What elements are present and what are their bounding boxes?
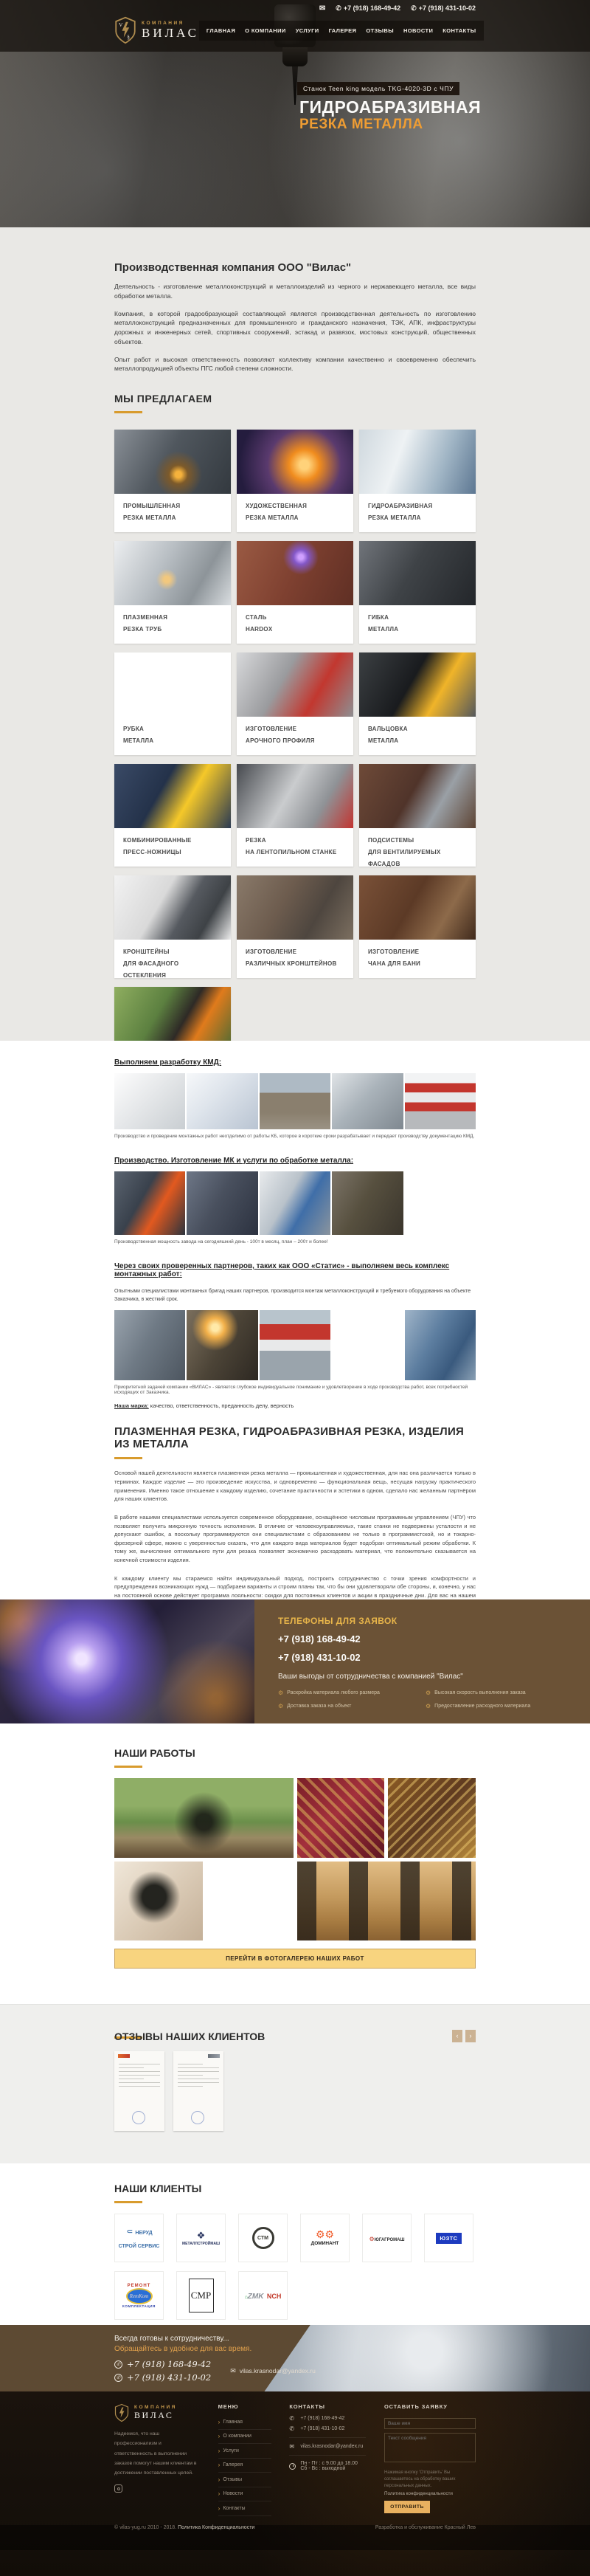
hero-title-line2: РЕЗКА МЕТАЛЛА xyxy=(299,117,423,133)
footer-menu-title: МЕНЮ xyxy=(218,2403,239,2410)
footer-phone-1[interactable]: ✆ +7 (918) 168-49-42 xyxy=(289,2415,345,2422)
copyright-privacy-link[interactable]: Политика Конфиденциальности xyxy=(178,2524,255,2530)
phones-callout-section xyxy=(0,1599,590,1723)
footer-hours: Пн - Пт : с 9.00 до 18.00 Сб - Вс : выходной xyxy=(289,2461,366,2471)
montage-photo xyxy=(405,1310,476,1380)
envelope-icon[interactable]: ✉ xyxy=(319,4,326,13)
footer-form-title: ОСТАВИТЬ ЗАЯВКУ xyxy=(384,2403,448,2410)
about-paragraph: Компания, в которой градообразующей составляющей является производственная деятельность по изготовлению металлоконструкций предназначенных для промышленного и гражданского назначения, ТЭК, АПК, инфраструктуры дорожных и инженерных сетей, спортивных сооружений, эстакад и развязок, мостовых конструкций, общественных объектов. xyxy=(114,309,476,345)
production-photo xyxy=(260,1171,330,1235)
footer-phone-2[interactable]: ✆ +7 (918) 431-10-02 xyxy=(289,2425,345,2432)
service-image xyxy=(237,875,353,940)
footer-menu-about[interactable]: › О компании xyxy=(218,2430,271,2445)
service-card-metal-bending[interactable]: ГИБКА МЕТАЛЛА xyxy=(359,541,476,644)
production-photo xyxy=(187,1171,257,1235)
review-letter-image[interactable] xyxy=(114,2051,164,2131)
service-image xyxy=(114,764,231,828)
gold-underline xyxy=(114,411,142,413)
services-grid xyxy=(114,430,476,1041)
footer-menu-contacts[interactable]: › Контакты xyxy=(218,2501,271,2516)
chevron-right-icon: › xyxy=(218,2418,221,2425)
service-image xyxy=(114,987,231,1041)
gallery-image-gold-lattice-interior[interactable] xyxy=(388,1778,476,1858)
montage-photo-strip xyxy=(114,1310,476,1380)
phone-icon: ✆ xyxy=(411,4,417,12)
header xyxy=(0,16,590,44)
benefit-item: ⚙ Высокая скорость выполнения заказа xyxy=(426,1690,526,1696)
service-image xyxy=(237,541,353,605)
review-letter-image[interactable] xyxy=(173,2051,223,2131)
topbar xyxy=(0,4,590,13)
footer-menu-services[interactable]: › Услуги xyxy=(218,2444,271,2459)
service-card-press-shears[interactable]: КОМБИНИРОВАННЫЕ ПРЕСС-НОЖНИЦЫ xyxy=(114,764,231,867)
logo-shield-icon xyxy=(114,16,136,44)
service-card-bath-vat[interactable]: ИЗГОТОВЛЕНИЕ ЧАНА ДЛЯ БАНИ xyxy=(359,875,476,978)
kmd-photo xyxy=(332,1073,403,1129)
carousel-prev-button[interactable]: ‹ xyxy=(452,2030,462,2042)
about-section xyxy=(0,227,590,1041)
service-card-arched-profile[interactable]: ИЗГОТОВЛЕНИЕ АРОЧНОГО ПРОФИЛЯ xyxy=(237,652,353,755)
prefooter-line1: Всегда готовы к сотрудничеству... xyxy=(114,2335,229,2343)
phone-icon: ✆ xyxy=(289,2415,295,2422)
hero-section xyxy=(0,0,590,227)
benefit-item: ⚙ Предоставление расходного материала xyxy=(426,1703,531,1709)
production-caption: Производственная мощность завода на сегодняшний день - 100т в месяц, план – 200т и более! xyxy=(114,1239,328,1244)
callout-phone-2[interactable]: +7 (918) 431-10-02 xyxy=(278,1652,361,1663)
partners-paragraph: Опытными специалистами монтажных бригад наших партнеров, производится монтаж металлоконструкций и требуемого оборудования на объекте Заказчика, в жесткий срок. xyxy=(114,1289,471,1303)
chevron-right-icon: › xyxy=(218,2447,221,2454)
client-logo-yuzts: ЮЗТС xyxy=(424,2214,473,2262)
seo-paragraph: Основой нашей деятельности является плазменная резка металла — промышленная и художественная, для нас она различается только в терминах. Каждое изделие — это произведение искусства, и одновременно — функциональная вещь, несущая нагрузку практического применения. Именно такое отношение к каждому изделию, сочетание практичности и эстетики в одном, сделало нас желанным партнёром для наших клиентов. xyxy=(114,1470,476,1503)
service-card-facade-subsystems[interactable]: ПОДСИСТЕМЫ ДЛЯ ВЕНТИЛИРУЕМЫХ ФАСАДОВ xyxy=(359,764,476,867)
client-logo-zmk-nch: ⌂ZMK NCH xyxy=(238,2271,288,2320)
footer-bottom-bar xyxy=(0,2525,590,2550)
service-image xyxy=(237,764,353,828)
service-card-metal-chopping[interactable]: РУБКА МЕТАЛЛА xyxy=(114,652,231,755)
gallery-image-corner-panel[interactable] xyxy=(206,1862,294,1940)
topbar-phone-1[interactable]: ✆ +7 (918) 168-49-42 xyxy=(336,4,401,12)
kmd-photo xyxy=(405,1073,476,1129)
nav-item-home[interactable]: ГЛАВНАЯ xyxy=(206,27,236,34)
footer-menu-news[interactable]: › Новости xyxy=(218,2487,271,2502)
montage-caption: Приоритетной задачей компании «ВИЛАС» - является глубокое индивидуальное понимание и удовлетворение в ходе производства работ, всех потребностей исходящих от Заказчика. xyxy=(114,1385,468,1396)
cubes-icon: ❖ xyxy=(196,2229,206,2241)
chevron-right-icon: › xyxy=(218,2476,221,2483)
kmd-photo xyxy=(187,1073,257,1129)
client-logos-grid xyxy=(114,2214,476,2320)
service-card-waterjet-cutting[interactable]: ГИДРОАБРАЗИВНАЯ РЕЗКА МЕТАЛЛА xyxy=(359,430,476,532)
service-card-artistic-cutting[interactable]: ХУДОЖЕСТВЕННАЯ РЕЗКА МЕТАЛЛА xyxy=(237,430,353,532)
service-image xyxy=(237,652,353,717)
service-card-glazing-brackets[interactable]: КРОНШТЕЙНЫ ДЛЯ ФАСАДНОГО ОСТЕКЛЕНИЯ xyxy=(114,875,231,978)
roof-icon: ⌂ xyxy=(244,2295,248,2300)
hero-title-line1: ГИДРОАБРАЗИВНАЯ xyxy=(299,97,482,117)
clock-icon xyxy=(289,2463,296,2470)
gold-underline xyxy=(114,1457,142,1459)
chevron-right-icon: › xyxy=(218,2504,221,2512)
brand-line: Наша марка: качество, ответственность, преданность делу, верность xyxy=(114,1402,294,1410)
service-card-plasma-pipe-cutting[interactable]: ПЛАЗМЕННАЯ РЕЗКА ТРУБ xyxy=(114,541,231,644)
footer-contacts-title: КОНТАКТЫ xyxy=(289,2403,325,2410)
callout-title: ТЕЛЕФОНЫ ДЛЯ ЗАЯВОК xyxy=(278,1616,398,1626)
instagram-icon[interactable] xyxy=(114,2484,122,2493)
service-image xyxy=(359,652,476,717)
gallery-link-button[interactable]: ПЕРЕЙТИ В ФОТОГАЛЕРЕЮ НАШИХ РАБОТ xyxy=(114,1949,476,1969)
footer-about-text: Надеемся, что наш профессионализм и ответственность в выполнении заказов помогут нашим клиентам в достижении поставленных целей. xyxy=(114,2431,197,2476)
plasma-cutting-photo xyxy=(0,1599,254,1723)
production-photo-strip xyxy=(114,1171,476,1235)
phone-icon: ✆ xyxy=(289,2425,295,2432)
kmd-photo xyxy=(114,1073,185,1129)
process-section xyxy=(0,1041,590,1599)
nav-item-reviews[interactable]: ОТЗЫВЫ xyxy=(366,27,394,34)
about-title: Производственная компания ООО "Вилас" xyxy=(114,261,352,274)
service-image xyxy=(114,875,231,940)
service-image xyxy=(359,430,476,494)
footer-menu-home[interactable]: › Главная xyxy=(218,2415,271,2430)
kmd-photo-strip xyxy=(114,1073,476,1129)
envelope-icon: ✉ xyxy=(230,2366,236,2374)
service-image xyxy=(114,541,231,605)
prefooter-phone-1[interactable]: ✆ +7 (918) 168-49-42 xyxy=(114,2359,211,2369)
phone-icon: ✆ xyxy=(336,4,341,12)
service-card-fire-pits[interactable] xyxy=(114,987,231,1041)
phone-icon: ✆ xyxy=(114,2374,122,2382)
footer-menu-gallery[interactable]: › Галерея xyxy=(218,2459,271,2473)
gear-icon: ⚙ xyxy=(426,1690,431,1696)
reviews-section xyxy=(0,2004,590,2163)
about-paragraph: Опыт работ и высокая ответственность позволяют коллективу компании качественно и своевременно обеспечить металлопродукцией объекты ПГС любой степени сложности. xyxy=(114,355,476,373)
logo-shield-icon xyxy=(114,2403,129,2422)
round-emblem-icon: СТМ xyxy=(252,2227,274,2249)
gear-icon: ⚙ xyxy=(369,2236,375,2242)
prefooter-phone-2[interactable]: ✆ +7 (918) 431-10-02 xyxy=(114,2372,211,2383)
works-title: НАШИ РАБОТЫ xyxy=(114,1747,195,1759)
production-photo xyxy=(332,1171,403,1235)
callout-phone-1[interactable]: +7 (918) 168-49-42 xyxy=(278,1633,361,1645)
clients-title: НАШИ КЛИЕНТЫ xyxy=(114,2183,202,2194)
works-section xyxy=(0,1723,590,2004)
service-image xyxy=(359,764,476,828)
copyright: © vilas-yug.ru 2010 - 2018. Политика Конфиденциальности xyxy=(114,2524,255,2530)
gear-icon: ⚙ xyxy=(278,1690,284,1696)
client-logo-metallstroymash: ❖ МЕТАЛЛСТРОЙМАШ xyxy=(176,2214,226,2262)
seo-title: ПЛАЗМЕННАЯ РЕЗКА, ГИДРОАБРАЗИВНАЯ РЕЗКА, ИЗДЕЛИЯ ИЗ МЕТАЛЛА xyxy=(114,1425,465,1451)
prefooter-email[interactable]: ✉ vilas.krasnodar@yandex.ru xyxy=(230,2366,316,2374)
footer-menu-reviews[interactable]: › Отзывы xyxy=(218,2473,271,2487)
about-paragraph: Деятельность - изготовление металлоконструкций и металлоизделий из черного и нержавеющего металла, все виды обработки металла. xyxy=(114,283,476,300)
production-photo xyxy=(405,1171,476,1235)
service-image xyxy=(114,430,231,494)
gold-underline xyxy=(114,1766,142,1768)
service-image xyxy=(359,875,476,940)
seo-paragraph: К каждому клиенту мы стараемся найти индивидуальный подход, построить сотрудничество с точки зрения комфортности и предупреждения возникающих нужд — подбираем варианты и строим планы так, что бы они удовлетворяли обе стороны, и, конечно, у нас на постоянной основе действует программа лояльности: скидки для постоянных клиентов и акции в праздничные дни. Для вас на нашем xyxy=(114,1574,476,1599)
main-nav xyxy=(199,21,484,41)
form-message-textarea[interactable] xyxy=(384,2433,476,2462)
prefooter-contact-band xyxy=(0,2325,590,2391)
callout-subtitle: Ваши выгоды от сотрудничества с компанией "Вилас" xyxy=(278,1673,463,1681)
logo-company-word: КОМПАНИЯ xyxy=(142,20,184,26)
client-logo-yugagromash: ⚙ЮГАГРОМАШ xyxy=(362,2214,412,2262)
service-card-bandsaw-cutting[interactable]: РЕЗКА НА ЛЕНТОПИЛЬНОМ СТАНКЕ xyxy=(237,764,353,867)
prefooter-line2: Обращайтесь в удобное для вас время. xyxy=(114,2345,252,2353)
clients-section xyxy=(0,2163,590,2325)
carousel-next-button[interactable]: › xyxy=(465,2030,476,2042)
kmd-title: Выполняем разработку КМД: xyxy=(114,1058,222,1067)
phone-icon: ✆ xyxy=(114,2360,122,2369)
montage-photo xyxy=(332,1310,403,1380)
envelope-icon: ✉ xyxy=(289,2443,295,2450)
gear-icon: ⚙ xyxy=(278,1703,284,1709)
chevron-right-icon: › xyxy=(218,2433,221,2440)
form-consent-text: Нажимая кнопку 'Отправить' Вы соглашаетесь на обработку ваших персональных данных. xyxy=(384,2470,456,2488)
nav-item-about[interactable]: О КОМПАНИИ xyxy=(245,27,286,34)
form-submit-button[interactable]: ОТПРАВИТЬ xyxy=(384,2501,430,2513)
kmd-photo xyxy=(260,1073,330,1129)
nav-item-contacts[interactable]: КОНТАКТЫ xyxy=(442,27,476,34)
benefit-item: ⚙ Доставка заказа на объект xyxy=(278,1703,352,1709)
nav-item-gallery[interactable]: ГАЛЕРЕЯ xyxy=(328,27,357,34)
machine-caption: Станок Teen king модель TKG-4020-3D с ЧПУ xyxy=(297,82,459,95)
service-card-industrial-cutting[interactable]: ПРОМЫШЛЕННАЯ РЕЗКА МЕТАЛЛА xyxy=(114,430,231,532)
footer-email[interactable]: ✉ vilas.krasnodar@yandex.ru xyxy=(289,2443,364,2450)
montage-photo xyxy=(260,1310,330,1380)
seo-paragraph: В работе нашими специалистами используется современное оборудование, оснащённое числовым программным управлением (ЧПУ) что позволяет получить микронную точность исполнения. В отличие от человекоуправляемых, такие станки не подвержены усталости и не допускают ошибок, а поскольку программируются они специалистами с образованием не только в программистской, но и токарно-фрезерной сфере, можно с уверенностью сказать, что для каждого вида материалов будет подобран оптимальный режим обработки. К тому же, вычисление оптимального пути для резака позволяет экономично расходовать материал, что положительно сказывается на конечной стоимости изделия. xyxy=(114,1513,476,1563)
footer-menu xyxy=(218,2415,271,2516)
service-card-various-brackets[interactable]: ИЗГОТОВЛЕНИЕ РАЗЛИЧНЫХ КРОНШТЕЙНОВ xyxy=(237,875,353,978)
footer-logo[interactable]: КОМПАНИЯ ВИЛАС xyxy=(114,2403,200,2422)
svg-text:§: § xyxy=(127,33,130,41)
nav-item-news[interactable]: НОВОСТИ xyxy=(403,27,434,34)
tractor-icon: ⚙⚙ xyxy=(315,2228,335,2240)
offer-title: МЫ ПРЕДЛАГАЕМ xyxy=(114,393,212,404)
logo-name-word: ВИЛАС xyxy=(142,25,199,40)
nav-item-services[interactable]: УСЛУГИ xyxy=(295,27,319,34)
arcs-icon: ⸦ xyxy=(125,2228,134,2236)
gallery-image-gold-lattice-curtain[interactable] xyxy=(297,1778,384,1858)
footer xyxy=(0,2391,590,2576)
gear-icon: ⚙ xyxy=(426,1703,431,1709)
production-photo xyxy=(114,1171,185,1235)
service-image xyxy=(114,652,231,717)
gallery-image-horse-gate[interactable] xyxy=(114,1778,294,1858)
client-logo-nerud-stroy-servis: ⸦ НЕРУД СТРОЙ СЕРВИС xyxy=(114,2214,164,2262)
client-logo-stm xyxy=(238,2214,288,2262)
kmd-caption: Производство и проведение монтажных работ неотделимо от работы КБ, которое в короткие сроки разрабатывает и передает производству документацию КМД. xyxy=(114,1134,475,1139)
works-gallery xyxy=(114,1778,476,1940)
topbar-phone-2[interactable]: ✆ +7 (918) 431-10-02 xyxy=(411,4,476,12)
client-logo-remkom: РЕМОНТ RemKom КОМПЛЕКТАЦИЯ xyxy=(114,2271,164,2320)
benefit-item: ⚙ Раскройка материала любого размера xyxy=(278,1690,380,1696)
gold-underline xyxy=(114,2201,142,2203)
partners-title: Через своих проверенных партнеров, таких как ООО «Статис» - выполняем весь комплекс монтажных работ: xyxy=(114,1262,450,1278)
privacy-policy-link[interactable]: Политика конфиденциальности xyxy=(384,2491,453,2496)
service-card-metal-rolling[interactable]: ВАЛЬЦОВКА МЕТАЛЛА xyxy=(359,652,476,755)
montage-photo xyxy=(187,1310,257,1380)
form-name-input[interactable] xyxy=(384,2418,476,2429)
montage-photo xyxy=(114,1310,185,1380)
client-logo-dominant: ⚙⚙ ДОМИНАНТ xyxy=(300,2214,350,2262)
svg-text:V: V xyxy=(119,21,123,28)
gallery-image-log-railing[interactable] xyxy=(297,1862,476,1940)
benefits-list xyxy=(278,1690,590,1709)
service-image xyxy=(359,541,476,605)
hero-title xyxy=(299,97,481,133)
chevron-right-icon: › xyxy=(218,2490,221,2498)
company-logo[interactable] xyxy=(114,16,199,44)
service-card-hardox-steel[interactable]: СТАЛЬ HARDOX xyxy=(237,541,353,644)
service-image xyxy=(237,430,353,494)
gallery-image-stair-panel[interactable] xyxy=(114,1862,203,1940)
client-logo-smr: СМР xyxy=(176,2271,226,2320)
reviews-title: ОТЗЫВЫ НАШИХ КЛИЕНТОВ xyxy=(114,2030,266,2042)
chevron-right-icon: › xyxy=(218,2462,221,2469)
production-title: Производство. Изготовление МК и услуги по обработке металла: xyxy=(114,1157,354,1165)
developer-credits[interactable]: Разработка и обслуживание Красный Лев xyxy=(375,2524,476,2530)
